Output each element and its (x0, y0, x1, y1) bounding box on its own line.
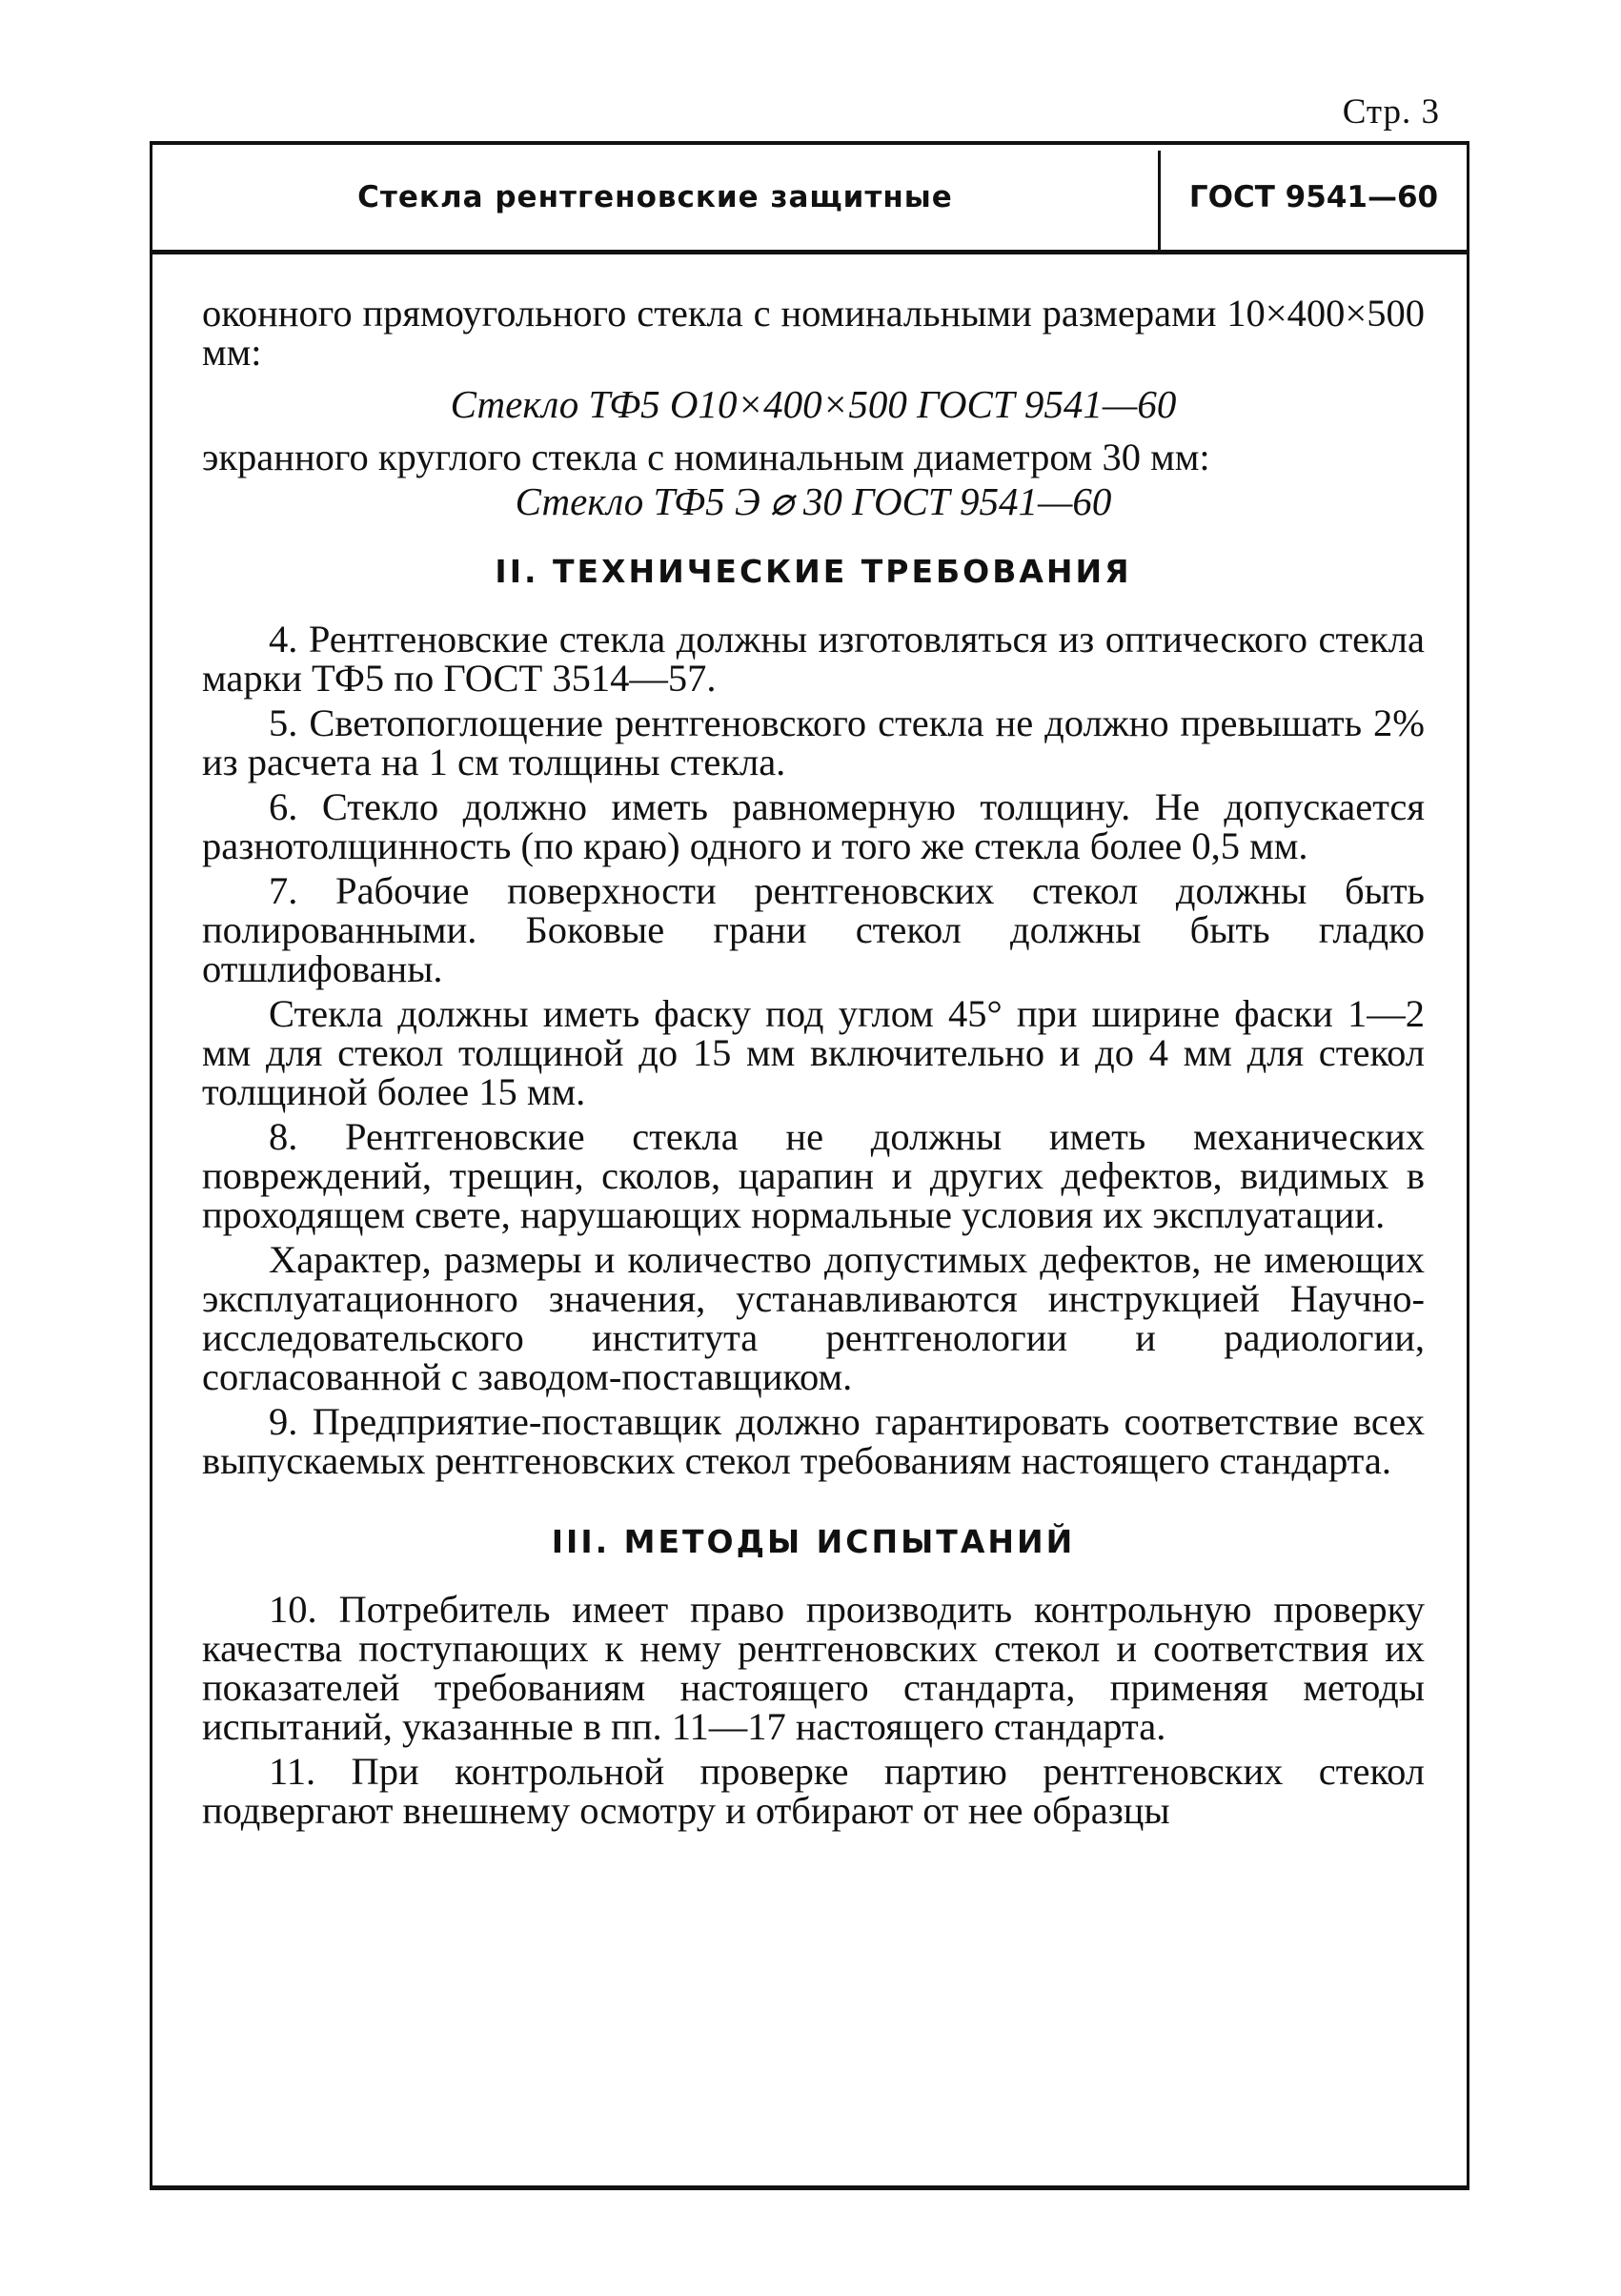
clause-8-defects: Характер, размеры и количество допустимых дефектов, не имеющих эксплуатационного значения, устанавливаются инструкцией Научно-исследовательского института рентгенологии и радиологии, согласованной с заводом-поставщиком. (202, 1238, 1425, 1398)
document-title: Стекла рентгеновские защитные (357, 180, 953, 214)
clause-8: 8. Рентгеновские стекла не должны иметь механических повреждений, трещин, сколов, царапин и других дефектов, видимых в проходящем свете, нарушающих нормальные условия их эксплуатации. (202, 1115, 1425, 1236)
clause-11: 11. При контрольной проверке партию рентгеновских стекол подвергают внешнему осмотру и отбирают от нее образцы (202, 1750, 1425, 1832)
clause-7-chamfer: Стекла должны иметь фаску под углом 45° при ширине фаски 1—2 мм для стекол толщиной до 15 мм включительно и до 4 мм для стекол толщиной более 15 мм. (202, 992, 1425, 1113)
clause-4: 4. Рентгеновские стекла должны изготовляться из оптического стекла марки ТФ5 по ГОСТ 3514—57. (202, 618, 1425, 700)
designation-example-screen: Стекло ТФ5 Э ⌀ 30 ГОСТ 9541—60 (515, 479, 1112, 523)
clause-6: 6. Стекло должно иметь равномерную толщину. Не допускается разнотолщинность (по краю) одного и того же стекла более 0,5 мм. (202, 785, 1425, 867)
clause-10: 10. Потребитель имеет право производить контрольную проверку качества поступающих к нему рентгеновских стекол и соответствия их показателей требованиям настоящего стандарта, применяя методы испытаний, указанные в пп. 11—17 настоящего стандарта. (202, 1588, 1425, 1748)
designation-example-window: Стекло ТФ5 О10×400×500 ГОСТ 9541—60 (450, 382, 1177, 426)
section-heading-test-methods: III. МЕТОДЫ ИСПЫТАНИЙ (551, 1523, 1076, 1560)
paragraph-intro-window: оконного прямоугольного стекла с номинальными размерами 10×400×500 мм: (202, 292, 1425, 374)
paragraph-intro-screen: экранного круглого стекла с номинальным диаметром 30 мм: (202, 436, 1210, 478)
clause-9: 9. Предприятие-поставщик должно гарантировать соответствие всех выпускаемых рентгеновских стекол требованиям настоящего стандарта. (202, 1400, 1425, 1482)
standard-code: ГОСТ 9541—60 (1188, 180, 1439, 214)
document-header (152, 145, 1467, 254)
section-heading-technical-requirements: II. ТЕХНИЧЕСКИЕ ТРЕБОВАНИЯ (495, 553, 1132, 590)
clause-5: 5. Светопоглощение рентгеновского стекла не должно превышать 2% из расчета на 1 см толщины стекла. (202, 701, 1425, 783)
page-number: Стр. 3 (1342, 92, 1440, 132)
document-body (202, 294, 1425, 1830)
clause-7: 7. Рабочие поверхности рентгеновских стекол должны быть полированными. Боковые грани стекол должны быть гладко отшлифованы. (202, 869, 1425, 990)
